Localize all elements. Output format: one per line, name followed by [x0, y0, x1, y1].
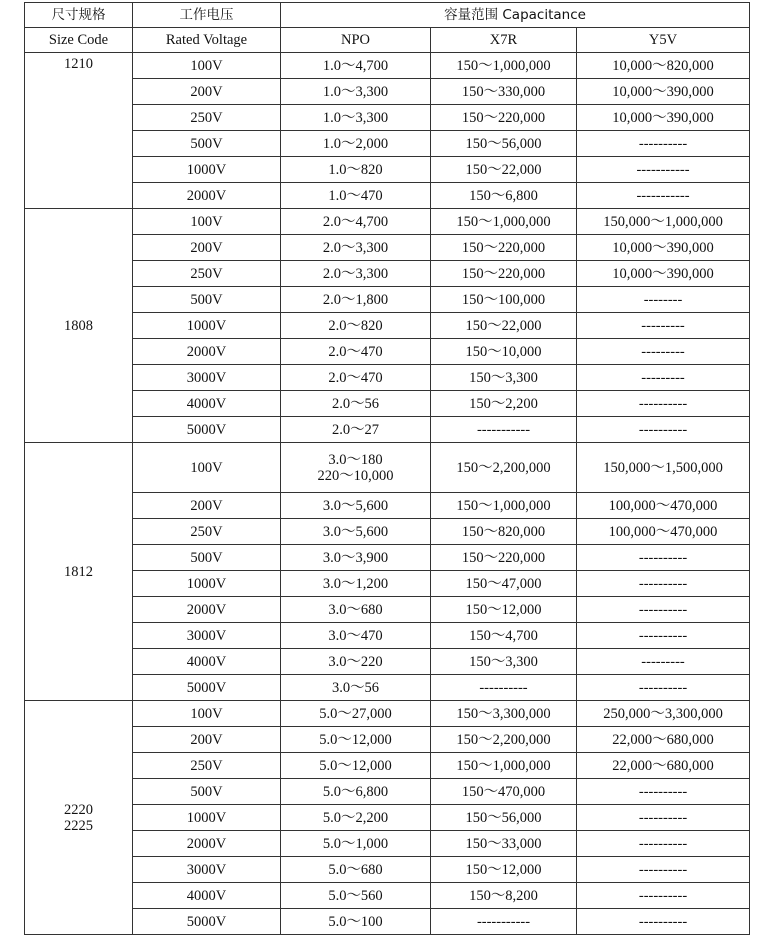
npo-range-value: 2.0～56	[331, 395, 380, 412]
size-code-value: 2225	[64, 817, 93, 834]
npo-range-cell	[281, 261, 431, 287]
npo-range-cell	[281, 339, 431, 365]
rated-voltage-header-cn: 工作电压	[133, 3, 281, 28]
npo-range-cell	[281, 313, 431, 339]
x7r-range-cell: 150～1,000,000	[431, 209, 577, 235]
y5v-range-cell: 100,000～470,000	[577, 493, 750, 519]
rated-voltage-cell: 5000V	[133, 675, 281, 701]
y5v-range-cell: ----------	[577, 391, 750, 417]
npo-range-value: 3.0～220	[328, 653, 383, 670]
x7r-range-cell: 150～22,000	[431, 313, 577, 339]
rated-voltage-cell: 1000V	[133, 157, 281, 183]
npo-range-value: 1.0～820	[328, 161, 383, 178]
rated-voltage-cell: 4000V	[133, 883, 281, 909]
npo-range-cell	[281, 649, 431, 675]
rated-voltage-cell: 100V	[133, 443, 281, 493]
table-row	[25, 909, 750, 935]
y5v-range-cell: ---------	[577, 649, 750, 675]
table-row	[25, 519, 750, 545]
npo-range-cell	[281, 105, 431, 131]
table-row	[25, 79, 750, 105]
table-row	[25, 53, 750, 79]
table-row	[25, 365, 750, 391]
x7r-range-cell: 150～100,000	[431, 287, 577, 313]
rated-voltage-cell: 4000V	[133, 391, 281, 417]
npo-range-value: 1.0～4,700	[322, 57, 389, 74]
x7r-range-cell: 150～330,000	[431, 79, 577, 105]
npo-range-value: 3.0～5,600	[322, 523, 389, 540]
y5v-range-cell: 150,000～1,000,000	[577, 209, 750, 235]
npo-range-value: 2.0～27	[331, 421, 380, 438]
table-row	[25, 105, 750, 131]
rated-voltage-cell: 4000V	[133, 649, 281, 675]
x7r-column-header: X7R	[431, 28, 577, 53]
rated-voltage-cell: 250V	[133, 105, 281, 131]
npo-range-cell	[281, 131, 431, 157]
y5v-range-cell: 100,000～470,000	[577, 519, 750, 545]
rated-voltage-cell: 250V	[133, 261, 281, 287]
npo-range-value: 2.0～3,300	[322, 239, 389, 256]
y5v-range-cell: --------	[577, 287, 750, 313]
x7r-range-cell: 150～470,000	[431, 779, 577, 805]
header-row-primary	[25, 3, 750, 28]
npo-range-value: 1.0～3,300	[322, 109, 389, 126]
y5v-range-cell: ----------	[577, 831, 750, 857]
npo-range-value: 2.0～3,300	[322, 265, 389, 282]
size-code-header-cn: 尺寸规格	[25, 3, 133, 28]
y5v-range-cell: ---------	[577, 365, 750, 391]
rated-voltage-cell: 500V	[133, 779, 281, 805]
rated-voltage-cell: 200V	[133, 727, 281, 753]
npo-range-value: 2.0～470	[328, 369, 383, 386]
npo-range-cell	[281, 493, 431, 519]
rated-voltage-cell: 100V	[133, 209, 281, 235]
y5v-range-cell: ----------	[577, 623, 750, 649]
npo-range-value: 1.0～3,300	[322, 83, 389, 100]
npo-range-cell	[281, 183, 431, 209]
npo-range-cell	[281, 79, 431, 105]
rated-voltage-cell: 3000V	[133, 857, 281, 883]
x7r-range-cell: 150～3,300	[431, 365, 577, 391]
npo-range-cell	[281, 753, 431, 779]
x7r-range-cell: 150～1,000,000	[431, 493, 577, 519]
table-row	[25, 339, 750, 365]
x7r-range-cell: 150～10,000	[431, 339, 577, 365]
npo-range-value: 3.0～1,200	[322, 575, 389, 592]
npo-range-value: 3.0～3,900	[322, 549, 389, 566]
y5v-range-cell: ----------	[577, 909, 750, 935]
npo-range-value: 5.0～680	[328, 861, 383, 878]
x7r-range-cell: 150～3,300	[431, 649, 577, 675]
y5v-range-cell: 10,000～820,000	[577, 53, 750, 79]
table-row	[25, 391, 750, 417]
table-row	[25, 157, 750, 183]
y5v-range-cell: ----------	[577, 545, 750, 571]
size-code-value: 1808	[64, 317, 93, 334]
table-row	[25, 753, 750, 779]
table-row	[25, 571, 750, 597]
npo-range-cell	[281, 805, 431, 831]
npo-range-cell	[281, 443, 431, 493]
x7r-range-cell: 150～12,000	[431, 597, 577, 623]
npo-range-value: 3.0～470	[328, 627, 383, 644]
npo-range-value: 5.0～560	[328, 887, 383, 904]
y5v-range-cell: 10,000～390,000	[577, 235, 750, 261]
npo-range-cell	[281, 519, 431, 545]
npo-range-value: 3.0～680	[328, 601, 383, 618]
table-row	[25, 287, 750, 313]
y5v-range-cell: 22,000～680,000	[577, 727, 750, 753]
npo-range-value: 5.0～100	[328, 913, 383, 930]
npo-range-value: 1.0～470	[328, 187, 383, 204]
table-row	[25, 209, 750, 235]
rated-voltage-cell: 3000V	[133, 365, 281, 391]
npo-range-cell	[281, 597, 431, 623]
y5v-range-cell: 10,000～390,000	[577, 261, 750, 287]
npo-range-value: 220～10,000	[317, 467, 394, 484]
rated-voltage-cell: 500V	[133, 287, 281, 313]
y5v-range-cell: ----------	[577, 597, 750, 623]
x7r-range-cell: -----------	[431, 417, 577, 443]
rated-voltage-cell: 500V	[133, 131, 281, 157]
x7r-range-cell: 150～22,000	[431, 157, 577, 183]
rated-voltage-cell: 5000V	[133, 909, 281, 935]
npo-range-cell	[281, 53, 431, 79]
npo-range-value: 5.0～27,000	[319, 705, 392, 722]
size-code-cell	[25, 701, 133, 935]
x7r-range-cell: 150～4,700	[431, 623, 577, 649]
x7r-range-cell: 150～2,200	[431, 391, 577, 417]
npo-range-value: 5.0～6,800	[322, 783, 389, 800]
npo-range-value: 2.0～1,800	[322, 291, 389, 308]
x7r-range-cell: 150～33,000	[431, 831, 577, 857]
table-row	[25, 831, 750, 857]
table-row	[25, 701, 750, 727]
y5v-range-cell: ----------	[577, 857, 750, 883]
table-row	[25, 727, 750, 753]
rated-voltage-cell: 1000V	[133, 313, 281, 339]
npo-range-value: 3.0～5,600	[322, 497, 389, 514]
size-code-cell	[25, 209, 133, 443]
npo-range-cell	[281, 831, 431, 857]
rated-voltage-cell: 250V	[133, 519, 281, 545]
rated-voltage-cell: 200V	[133, 235, 281, 261]
x7r-range-cell: 150～47,000	[431, 571, 577, 597]
size-code-header-en: Size Code	[25, 28, 133, 53]
size-code-cell	[25, 53, 133, 209]
x7r-range-cell: 150～56,000	[431, 131, 577, 157]
npo-range-value: 5.0～1,000	[322, 835, 389, 852]
table-row	[25, 675, 750, 701]
table-row	[25, 779, 750, 805]
npo-range-cell	[281, 883, 431, 909]
table-row	[25, 857, 750, 883]
y5v-range-cell: -----------	[577, 183, 750, 209]
npo-range-value: 5.0～2,200	[322, 809, 389, 826]
y5v-range-cell: ----------	[577, 571, 750, 597]
y5v-column-header: Y5V	[577, 28, 750, 53]
x7r-range-cell: 150～1,000,000	[431, 53, 577, 79]
npo-range-cell	[281, 417, 431, 443]
rated-voltage-cell: 100V	[133, 53, 281, 79]
npo-range-value: 3.0～56	[331, 679, 380, 696]
table-row	[25, 131, 750, 157]
npo-range-value: 5.0～12,000	[319, 757, 392, 774]
rated-voltage-cell: 1000V	[133, 571, 281, 597]
rated-voltage-cell: 100V	[133, 701, 281, 727]
y5v-range-cell: -----------	[577, 157, 750, 183]
npo-range-cell	[281, 857, 431, 883]
npo-range-cell	[281, 365, 431, 391]
x7r-range-cell: ----------	[431, 675, 577, 701]
capacitance-spec-table	[24, 2, 750, 935]
header-row-secondary	[25, 28, 750, 53]
rated-voltage-cell: 5000V	[133, 417, 281, 443]
npo-range-cell	[281, 727, 431, 753]
x7r-range-cell: 150～2,200,000	[431, 443, 577, 493]
size-code-value: 2220	[64, 801, 93, 818]
npo-range-cell	[281, 235, 431, 261]
npo-range-cell	[281, 701, 431, 727]
npo-range-cell	[281, 779, 431, 805]
x7r-range-cell: 150～12,000	[431, 857, 577, 883]
x7r-range-cell: 150～56,000	[431, 805, 577, 831]
npo-range-value: 5.0～12,000	[319, 731, 392, 748]
y5v-range-cell: ---------	[577, 339, 750, 365]
size-code-cell	[25, 443, 133, 701]
size-code-value: 1210	[64, 56, 93, 72]
x7r-range-cell: 150～2,200,000	[431, 727, 577, 753]
table-body	[25, 3, 750, 935]
table-row	[25, 443, 750, 493]
rated-voltage-cell: 2000V	[133, 597, 281, 623]
npo-range-value: 1.0～2,000	[322, 135, 389, 152]
y5v-range-cell: 250,000～3,300,000	[577, 701, 750, 727]
y5v-range-cell: ----------	[577, 417, 750, 443]
rated-voltage-cell: 250V	[133, 753, 281, 779]
rated-voltage-cell: 3000V	[133, 623, 281, 649]
x7r-range-cell: 150～220,000	[431, 261, 577, 287]
rated-voltage-cell: 500V	[133, 545, 281, 571]
y5v-range-cell: 150,000～1,500,000	[577, 443, 750, 493]
table-row	[25, 597, 750, 623]
npo-column-header: NPO	[281, 28, 431, 53]
y5v-range-cell: ----------	[577, 675, 750, 701]
x7r-range-cell: 150～8,200	[431, 883, 577, 909]
y5v-range-cell: ----------	[577, 131, 750, 157]
x7r-range-cell: 150～220,000	[431, 105, 577, 131]
npo-range-cell	[281, 545, 431, 571]
capacitance-table-container	[24, 2, 749, 935]
npo-range-value: 2.0～470	[328, 343, 383, 360]
table-row	[25, 493, 750, 519]
table-row	[25, 883, 750, 909]
x7r-range-cell: 150～820,000	[431, 519, 577, 545]
capacitance-header: 容量范围 Capacitance	[281, 3, 750, 28]
y5v-range-cell: ----------	[577, 805, 750, 831]
x7r-range-cell: 150～6,800	[431, 183, 577, 209]
y5v-range-cell: ---------	[577, 313, 750, 339]
table-row	[25, 805, 750, 831]
table-row	[25, 623, 750, 649]
x7r-range-cell: 150～220,000	[431, 235, 577, 261]
rated-voltage-cell: 2000V	[133, 831, 281, 857]
table-row	[25, 545, 750, 571]
y5v-range-cell: 10,000～390,000	[577, 79, 750, 105]
rated-voltage-header-en: Rated Voltage	[133, 28, 281, 53]
table-row	[25, 183, 750, 209]
npo-range-value: 2.0～820	[328, 317, 383, 334]
npo-range-cell	[281, 157, 431, 183]
table-row	[25, 417, 750, 443]
npo-range-cell	[281, 675, 431, 701]
size-code-value: 1812	[64, 563, 93, 580]
npo-range-cell	[281, 623, 431, 649]
x7r-range-cell: 150～3,300,000	[431, 701, 577, 727]
table-row	[25, 313, 750, 339]
x7r-range-cell: 150～220,000	[431, 545, 577, 571]
y5v-range-cell: ----------	[577, 883, 750, 909]
rated-voltage-cell: 2000V	[133, 183, 281, 209]
y5v-range-cell: ----------	[577, 779, 750, 805]
x7r-range-cell: -----------	[431, 909, 577, 935]
npo-range-cell	[281, 391, 431, 417]
x7r-range-cell: 150～1,000,000	[431, 753, 577, 779]
rated-voltage-cell: 2000V	[133, 339, 281, 365]
npo-range-cell	[281, 909, 431, 935]
table-row	[25, 261, 750, 287]
npo-range-value: 3.0～180	[328, 451, 383, 468]
rated-voltage-cell: 1000V	[133, 805, 281, 831]
rated-voltage-cell: 200V	[133, 493, 281, 519]
y5v-range-cell: 22,000～680,000	[577, 753, 750, 779]
rated-voltage-cell: 200V	[133, 79, 281, 105]
npo-range-cell	[281, 287, 431, 313]
npo-range-value: 2.0～4,700	[322, 213, 389, 230]
y5v-range-cell: 10,000～390,000	[577, 105, 750, 131]
table-row	[25, 649, 750, 675]
table-row	[25, 235, 750, 261]
npo-range-cell	[281, 209, 431, 235]
npo-range-cell	[281, 571, 431, 597]
